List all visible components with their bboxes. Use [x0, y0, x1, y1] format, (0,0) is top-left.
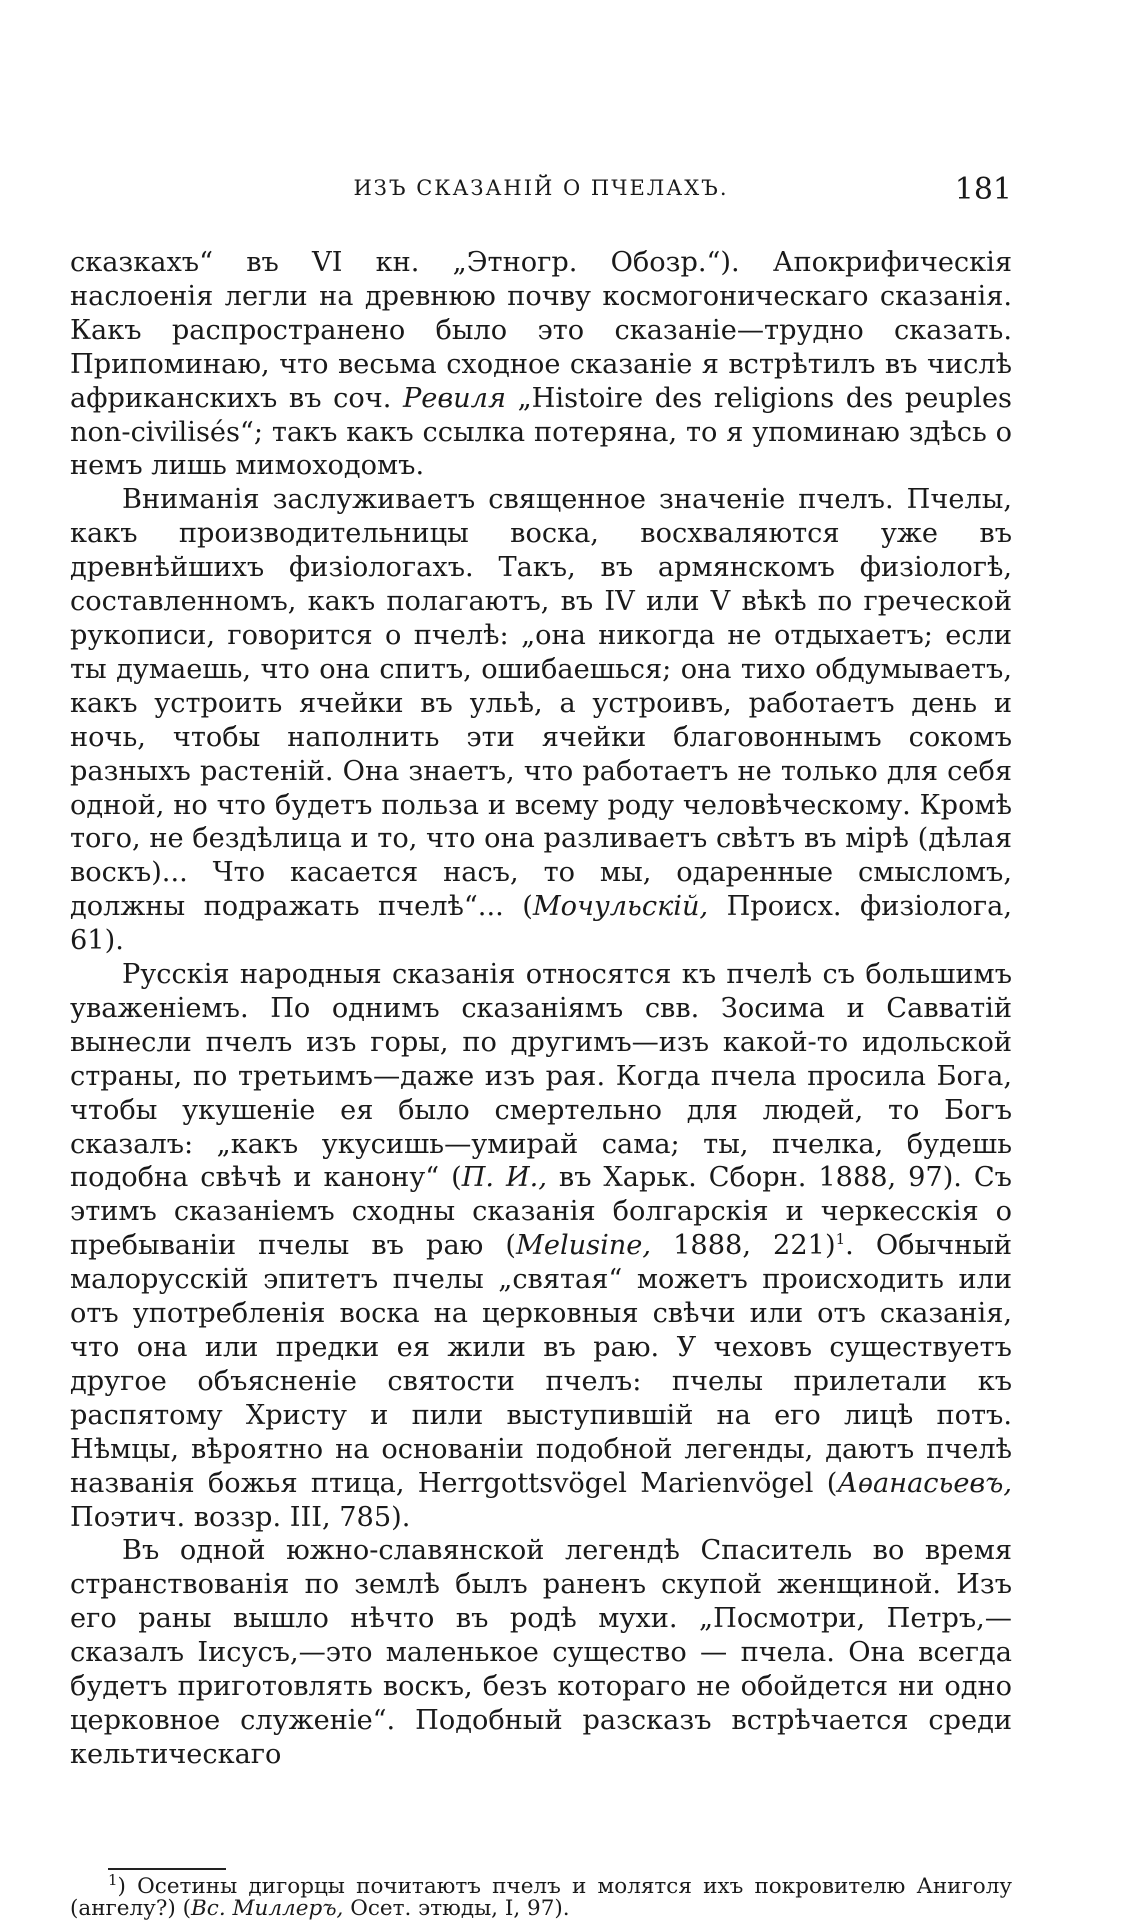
paragraph-3-text-b: въ Харьк. Сборн. 1888, 97). Съ этимъ сказаніемъ сходны сказанія болгарскія и черкесскія о пребываніи пчелы въ раю ( — [70, 1162, 1012, 1262]
paragraph-3-text-e: Поэтич. воззр. III, 785). — [70, 1501, 411, 1533]
footnote-1-text-b: Осет. этюды, I, 97). — [343, 1896, 570, 1921]
footnote-1 — [70, 1870, 1012, 1921]
author-reference-afanasyev: Аѳанасьевъ, — [837, 1467, 1012, 1499]
paragraph-3-text-c: 1888, 221) — [651, 1230, 836, 1262]
page-header — [70, 172, 1012, 212]
footnote-marker: 1 — [835, 1230, 846, 1249]
paragraph-4 — [70, 1534, 1012, 1771]
paragraph-4-text: Въ одной южно-славянской легендѣ Спаситель во время странствованія по землѣ былъ раненъ скупой женщиной. Изъ его раны вышло нѣчто въ родѣ мухи. „Посмотри, Петръ,—сказалъ Іисусъ,—это маленькое существо — пчела. Она всегда будетъ приготовлять воскъ, безъ котораго не обойдется ни одно церковное служеніе“. Подобный разсказъ встрѣчается среди кельтическаго — [70, 1535, 1012, 1770]
author-reference-pi: П. И., — [461, 1162, 547, 1194]
journal-reference-melusine: Melusine, — [516, 1230, 652, 1262]
footnotes — [70, 1870, 1012, 1921]
paragraph-2 — [70, 483, 1012, 958]
page-number: 181 — [954, 172, 1012, 207]
paragraph-1-text-a: сказкахъ“ въ VI кн. „Этногр. Обозр.“). Апокрифическія наслоенія легли на древнюю почву космогоническаго сказанія. Какъ распространено было это сказаніе—трудно сказать. Припоминаю, что весьма сходное сказаніе я встрѣтилъ въ числѣ африканскихъ въ соч. — [70, 247, 1012, 414]
paragraph-1 — [70, 246, 1012, 483]
paragraph-3 — [70, 958, 1012, 1534]
paragraph-1-text-b: „Histoire des religions des peuples non-civilisés“; такъ какъ ссылка потеряна, то я упоминаю здѣсь о немъ лишь мимоходомъ. — [70, 382, 1012, 482]
running-title: ИЗЪ СКАЗАНІЙ О ПЧЕЛАХЪ. — [353, 176, 729, 200]
author-reference-mochulsky: Мочульскій, — [532, 891, 709, 923]
footnote-1-text-a: ) Осетины дигорцы почитаютъ пчелъ и молятся ихъ покровителю Аниголу (ангелу?) ( — [70, 1874, 1012, 1921]
paragraph-3-text-a: Русскія народныя сказанія относятся къ пчелѣ съ большимъ уваженіемъ. По однимъ сказаніямъ свв. Зосима и Савватій вынесли пчелъ изъ горы, по другимъ—изъ какой-то идольской страны, по третьимъ—даже изъ рая. Когда пчела просила Бога, чтобы укушеніе ея было смертельно для людей, то Богъ сказалъ: „какъ укусишь—умирай сама; ты, пчелка, будешь подобна свѣчѣ и канону“ ( — [70, 959, 1012, 1194]
paragraph-3-text-d: . Обычный малорусскій эпитетъ пчелы „святая“ можетъ происходить или отъ употребленія воска на церковныя свѣчи или отъ сказанія, что она или предки ея жили въ раю. У чеховъ существуетъ другое объясненіе святости пчелъ: пчелы прилетали къ распятому Христу и пили выступившій на его лицѣ потъ. Нѣмцы, вѣроятно на основаніи подобной легенды, даютъ пчелѣ названія божья птица, Herrgottsvögel Marienvögel ( — [70, 1230, 1012, 1499]
author-reference-revil: Ревиля — [402, 382, 506, 414]
footnote-divider — [108, 1868, 226, 1870]
paragraph-2-text-a: Вниманія заслуживаетъ священное значеніе пчелъ. Пчелы, какъ производительницы воска, восхваляются уже въ древнѣйшихъ физіологахъ. Такъ, въ армянскомъ физіологѣ, составленномъ, какъ полагаютъ, въ IV или V вѣкѣ по греческой рукописи, говорится о пчелѣ: „она никогда не отдыхаетъ; если ты думаешь, что она спитъ, ошибаешься; она тихо обдумываетъ, какъ устроить ячейки въ ульѣ, а устроивъ, работаетъ день и ночь, чтобы наполнить эти ячейки благовоннымъ сокомъ разныхъ растеній. Она знаетъ, что работаетъ не только для себя одной, но что будетъ польза и всему роду человѣческому. Кромѣ того, не бездѣлица и то, что она разливаетъ свѣтъ въ мірѣ (дѣлая воскъ)... Что касается насъ, то мы, одаренные смысломъ, должны подражать пчелѣ“... ( — [70, 484, 1012, 923]
author-reference-miller: Вс. Миллеръ, — [190, 1896, 344, 1921]
paragraph-2-text-b: Происх. физіолога, 61). — [70, 891, 1012, 957]
main-text — [70, 246, 1012, 1772]
footnote-number: 1 — [108, 1870, 118, 1889]
